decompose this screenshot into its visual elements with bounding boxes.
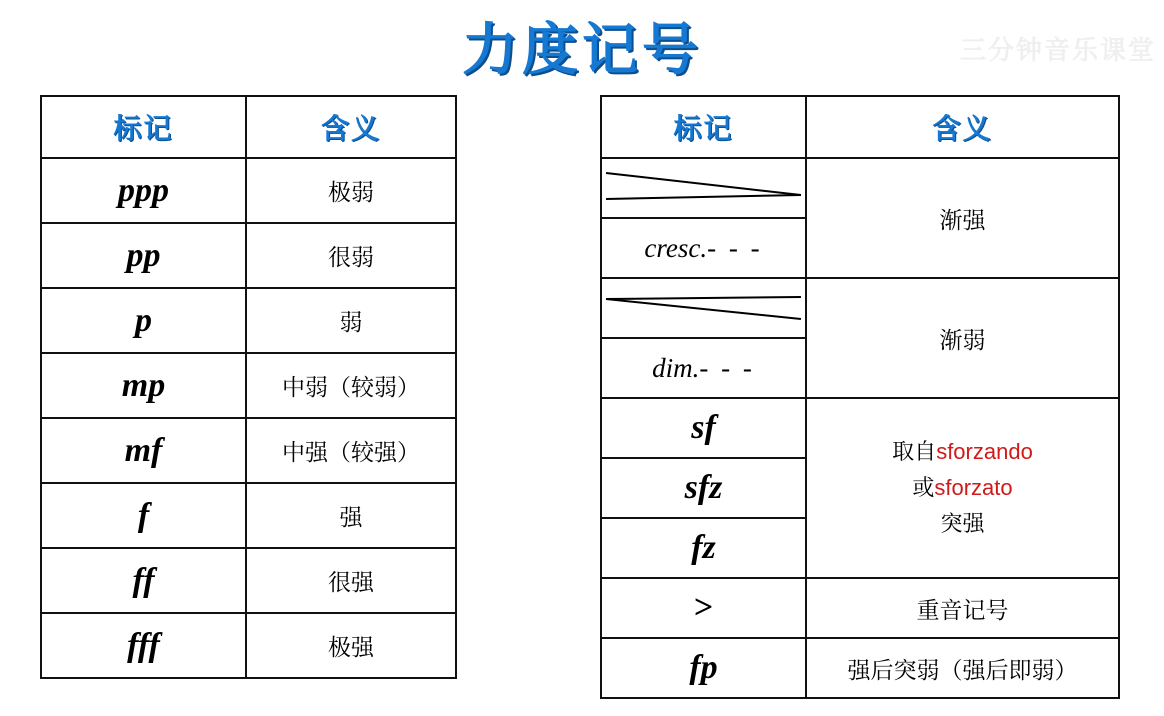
page-title: 力度记号	[462, 18, 702, 81]
sforzando-line-2	[807, 470, 1118, 506]
table-row	[41, 158, 456, 223]
table-row	[41, 353, 456, 418]
sforzando-meaning-text	[807, 434, 1118, 543]
table-row	[41, 613, 456, 678]
crescendo-text-cell	[601, 218, 806, 278]
crescendo-hairpin-cell	[601, 158, 806, 218]
cresc-dashes: - - -	[707, 232, 763, 263]
column-header-meaning: 含义	[806, 96, 1119, 158]
accent-mark: >	[601, 578, 806, 638]
table-row	[41, 223, 456, 288]
table-header-row	[601, 96, 1119, 158]
dynamic-meaning: 中强（较强）	[246, 418, 456, 483]
dynamic-mark: p	[41, 288, 246, 353]
dynamic-mark: fz	[601, 518, 806, 578]
sforzando-meaning-cell	[806, 398, 1119, 578]
table-row	[41, 418, 456, 483]
accent-meaning: 重音记号	[806, 578, 1119, 638]
dynamics-table-right	[600, 95, 1120, 699]
watermark-text: 三分钟音乐课堂	[959, 35, 1156, 65]
dynamic-meaning: 极强	[246, 613, 456, 678]
table-header-row	[41, 96, 456, 158]
table-row	[601, 578, 1119, 638]
dynamic-mark: pp	[41, 223, 246, 288]
table-row	[601, 278, 1119, 338]
diminuendo-hairpin-icon	[602, 285, 805, 331]
dynamic-meaning: 强	[246, 483, 456, 548]
dynamic-mark: sf	[601, 398, 806, 458]
dynamic-mark: mf	[41, 418, 246, 483]
dynamic-mark: fff	[41, 613, 246, 678]
dynamic-meaning: 弱	[246, 288, 456, 353]
diminuendo-text-cell	[601, 338, 806, 398]
column-header-mark: 标记	[601, 96, 806, 158]
dynamic-mark: ff	[41, 548, 246, 613]
dynamic-mark: fp	[601, 638, 806, 698]
dynamic-mark: f	[41, 483, 246, 548]
table-row	[601, 398, 1119, 458]
dim-dashes: - - -	[699, 352, 755, 383]
table-row	[601, 158, 1119, 218]
dynamic-mark: ppp	[41, 158, 246, 223]
crescendo-hairpin-icon	[602, 165, 805, 211]
dynamic-meaning: 极弱	[246, 158, 456, 223]
sforzando-line-2-prefix: 或	[912, 474, 935, 500]
sforzando-word: sforzando	[936, 438, 1033, 464]
dynamic-mark: sfz	[601, 458, 806, 518]
dynamic-meaning: 中弱（较弱）	[246, 353, 456, 418]
dynamic-meaning: 很弱	[246, 223, 456, 288]
sforzando-line-1	[807, 434, 1118, 470]
dynamics-table-left	[40, 95, 457, 679]
diminuendo-hairpin-cell	[601, 278, 806, 338]
dim-label: dim.	[652, 352, 700, 383]
table-row	[601, 638, 1119, 698]
dynamic-meaning: 很强	[246, 548, 456, 613]
table-row	[41, 288, 456, 353]
table-row	[41, 483, 456, 548]
crescendo-meaning: 渐强	[806, 158, 1119, 278]
sforzando-line-1-prefix: 取自	[892, 438, 937, 464]
dynamic-meaning: 强后突弱（强后即弱）	[806, 638, 1119, 698]
table-row	[41, 548, 456, 613]
column-header-meaning: 含义	[246, 96, 456, 158]
dynamic-mark: mp	[41, 353, 246, 418]
diminuendo-meaning: 渐弱	[806, 278, 1119, 398]
sforzando-line-3: 突强	[940, 511, 985, 537]
sforzato-word: sforzato	[934, 474, 1013, 500]
column-header-mark: 标记	[41, 96, 246, 158]
cresc-label: cresc.	[644, 232, 708, 263]
